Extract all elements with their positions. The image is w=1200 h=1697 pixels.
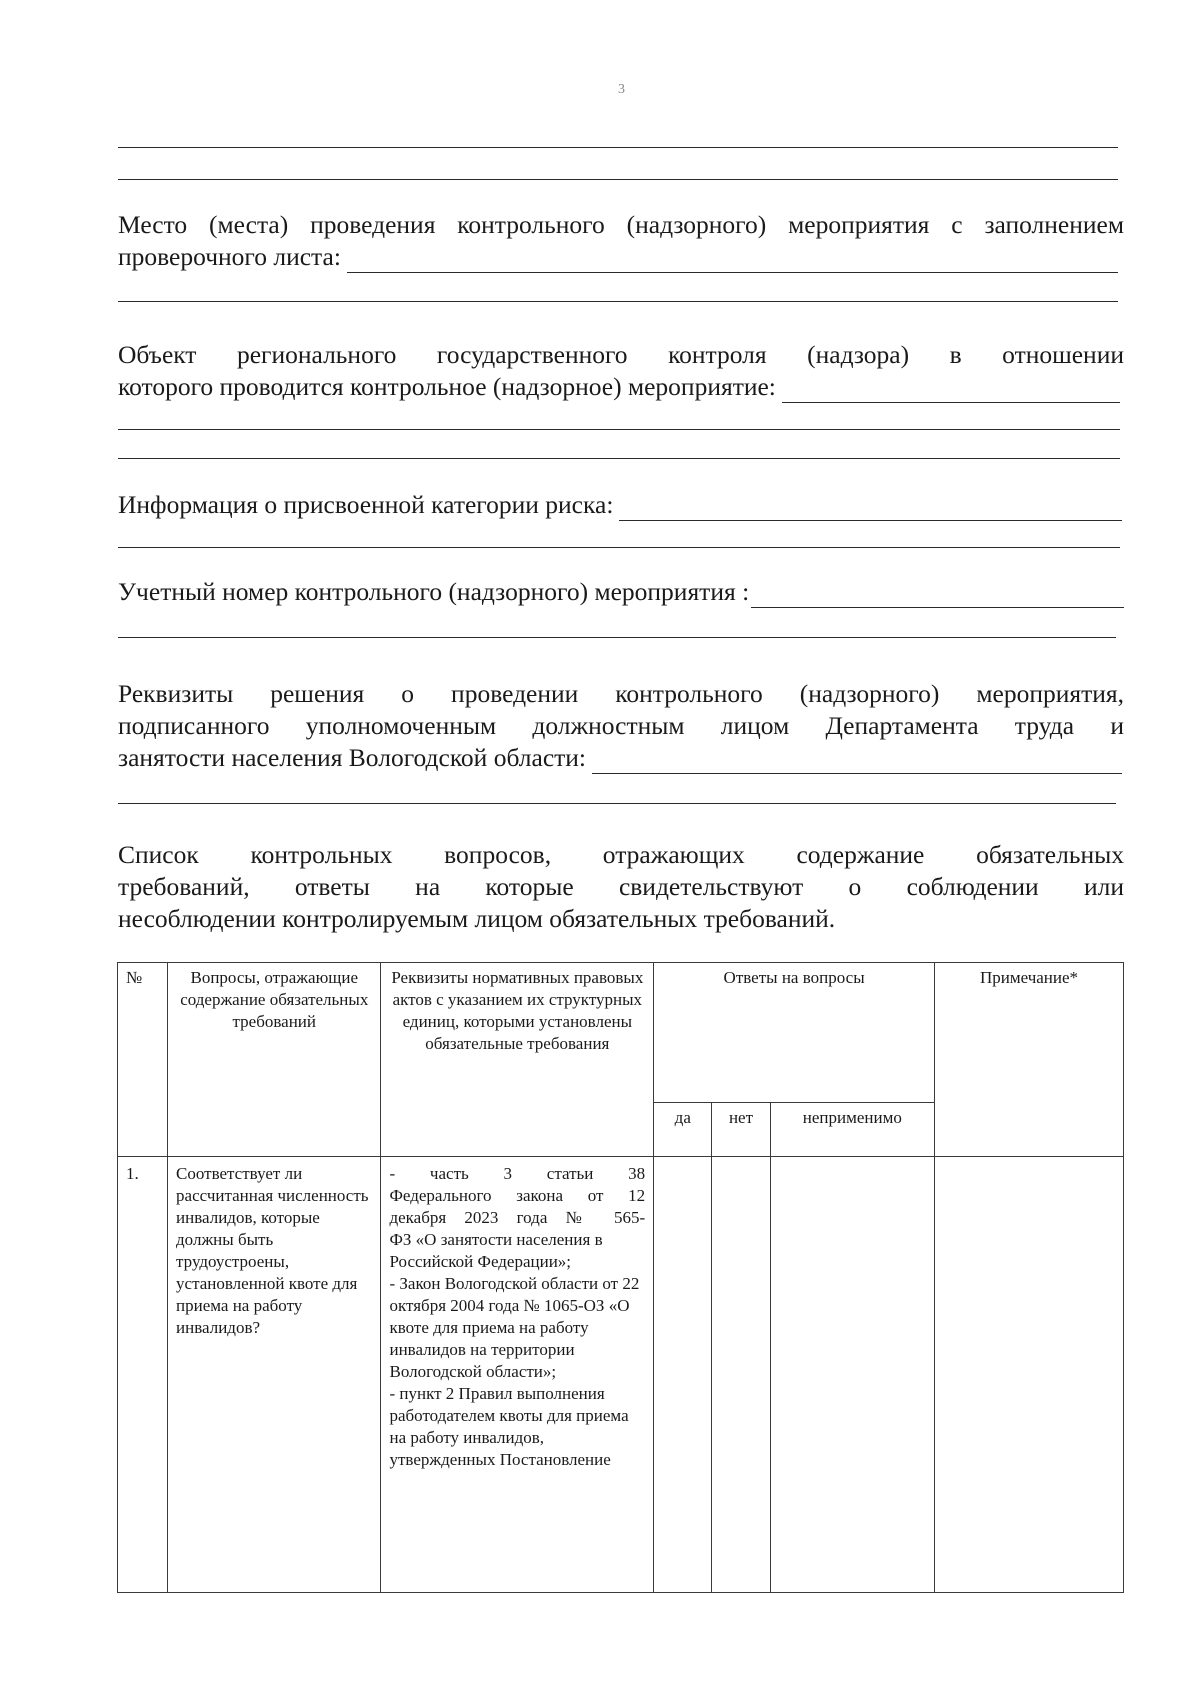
header-note: Примечание* [935, 963, 1124, 1157]
account-field [118, 576, 1124, 608]
answer-yes-cell[interactable] [654, 1157, 712, 1593]
header-no: № [118, 963, 168, 1157]
row-acts [381, 1157, 654, 1593]
risk-field [118, 489, 1122, 521]
blank-line[interactable] [118, 179, 1118, 180]
object-field [118, 371, 1120, 403]
account-input-line[interactable] [751, 585, 1124, 608]
row-act-rest: ФЗ «О занятости населения в Российской Федерации»; - Закон Вологодской области от 22 октября 2004 года № 1065-ОЗ «О квоте для приема на работу инвалидов на территории Вологодской области»; - пункт 2 Правил выполнения работодателем квоты для приема на работу инвалидов, утвержденных Постановление [389, 1230, 640, 1469]
header-not-applicable: неприменимо [770, 1103, 934, 1157]
place-field [118, 241, 1118, 273]
blank-line[interactable] [118, 301, 1118, 302]
header-acts: Реквизиты нормативных правовых актов с указанием их структурных единиц, которыми установлены обязательные требования [381, 963, 654, 1157]
checklist-table [117, 962, 1124, 1593]
answer-not-applicable-cell[interactable] [770, 1157, 934, 1593]
blank-line[interactable] [118, 637, 1116, 638]
answer-no-cell[interactable] [712, 1157, 770, 1593]
place-label-line1: Место (места) проведения контрольного (надзорного) мероприятия с заполнением [118, 210, 1124, 239]
blank-line[interactable] [118, 147, 1118, 148]
object-label-line2: которого проводится контрольное (надзорное) мероприятие: [118, 372, 776, 401]
row-act-line3: декабря 2023 года № 565- [389, 1208, 646, 1227]
header-questions: Вопросы, отражающие содержание обязательных требований [168, 963, 381, 1157]
account-label: Учетный номер контрольного (надзорного) мероприятия : [118, 577, 750, 606]
note-cell[interactable] [935, 1157, 1124, 1593]
decision-input-line[interactable] [592, 751, 1122, 774]
list-intro-line3: несоблюдении контролируемым лицом обязательных требований. [118, 904, 836, 933]
header-no-answer: нет [712, 1103, 770, 1157]
page-number: 3 [618, 82, 625, 97]
blank-line[interactable] [118, 803, 1116, 804]
decision-label-line2: подписанного уполномоченным должностным лицом Департамента труда и [118, 711, 1124, 740]
decision-label-line3: занятости населения Вологодской области: [118, 743, 587, 772]
header-answers: Ответы на вопросы [654, 963, 935, 1103]
risk-label: Информация о присвоенной категории риска: [118, 490, 614, 519]
blank-line[interactable] [118, 429, 1120, 430]
table-row [118, 1157, 1124, 1593]
list-intro-line1: Список контрольных вопросов, отражающих содержание обязательных [118, 840, 1124, 869]
object-input-line[interactable] [782, 380, 1120, 403]
place-label-line2: проверочного листа: [118, 242, 341, 271]
row-act-line2: Федерального закона от 12 [389, 1186, 646, 1205]
decision-field [118, 742, 1122, 774]
list-intro-line2: требований, ответы на которые свидетельствуют о соблюдении или [118, 872, 1124, 901]
decision-label-line1: Реквизиты решения о проведении контрольного (надзорного) мероприятия, [118, 679, 1124, 708]
row-question: Соответствует ли рассчитанная численность инвалидов, которые должны быть трудоустроены, установленной квоте для приема на работу инвалидов? [168, 1157, 381, 1593]
blank-line[interactable] [118, 547, 1120, 548]
place-input-line[interactable] [347, 250, 1118, 273]
header-yes: да [654, 1103, 712, 1157]
risk-input-line[interactable] [619, 498, 1122, 521]
blank-line[interactable] [118, 458, 1120, 459]
row-number: 1. [118, 1157, 168, 1593]
table-header-row [118, 963, 1124, 1103]
object-label-line1: Объект регионального государственного контроля (надзора) в отношении [118, 340, 1124, 369]
row-act-line1: - часть 3 статьи 38 [389, 1164, 646, 1183]
